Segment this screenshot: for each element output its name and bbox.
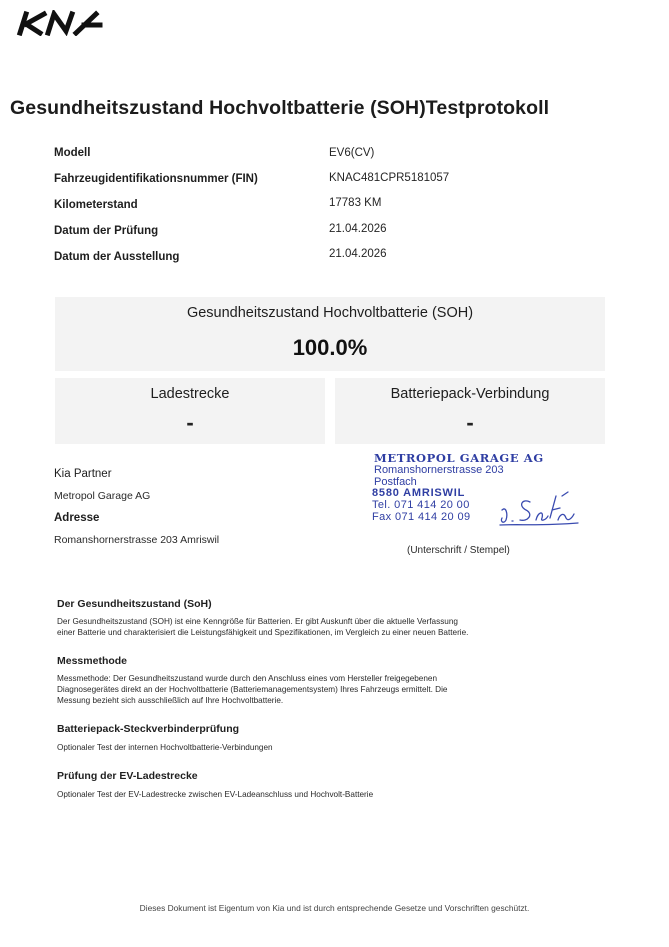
stamp-name: METROPOL GARAGE AG: [374, 451, 544, 465]
charging-path-value: -: [186, 410, 194, 435]
section-title-charging: Prüfung der EV-Ladestrecke: [57, 770, 198, 782]
info-label-vin: Fahrzeugidentifikationsnummer (FIN): [54, 173, 258, 185]
section-title-connector: Batteriepack-Steckverbinderprüfung: [57, 723, 240, 735]
soh-panel: [55, 297, 605, 371]
info-value-vin: KNAC481CPR5181057: [329, 172, 450, 184]
battery-connection-value: -: [466, 410, 474, 435]
partner-name: Metropol Garage AG: [54, 490, 151, 502]
section-title-soh: Der Gesundheitszustand (SoH): [57, 598, 212, 610]
stamp-tel: Tel. 071 414 20 00: [372, 499, 470, 511]
info-label-test-date: Datum der Prüfung: [54, 225, 159, 237]
charging-path-title: Ladestrecke: [150, 386, 230, 402]
battery-connection-title: Batteriepack-Verbindung: [390, 386, 550, 402]
info-value-model: EV6(CV): [329, 147, 375, 159]
partner-address: Romanshornerstrasse 203 Amriswil: [54, 534, 220, 546]
stamp-fax: Fax 071 414 20 09: [372, 511, 471, 523]
section-text-charging: Optionaler Test der EV-Ladestrecke zwischen EV-Ladeanschluss und Hochvolt-Batterie: [57, 790, 374, 799]
battery-connection-panel: [335, 378, 605, 444]
section-title-method: Messmethode: [57, 655, 128, 667]
footer-notice: Dieses Dokument ist Eigentum von Kia und ist durch entsprechende Gesetze und Vorschriften geschützt.: [139, 903, 530, 913]
info-value-test-date: 21.04.2026: [329, 223, 387, 235]
partner-label: Kia Partner: [54, 468, 112, 480]
info-value-mileage: 17783 KM: [329, 197, 382, 209]
info-label-mileage: Kilometerstand: [54, 199, 138, 211]
stamp-postbox: Postfach: [374, 476, 417, 488]
address-label: Adresse: [54, 512, 100, 524]
charging-path-panel: [55, 378, 325, 444]
soh-value: 100.0%: [292, 335, 368, 360]
stamp-city: 8580 AMRISWIL: [372, 487, 466, 499]
section-text-method: Messmethode: Der Gesundheitszustand wurde durch den Anschluss eines vom Hersteller freigegebenen Diagnosegerätes direkt an der Hochvoltbatterie (Batteriemanagementsystem) Ihres Fahrzeugs ermittelt. Die Messung bezieht sich ausschließlich auf Ihre Hochvoltbatterie.: [57, 674, 448, 705]
section-text-soh: Der Gesundheitszustand (SOH) ist eine Kenngröße für Batterien. Er gibt Auskunft über die aktuelle Verfassung einer Batterie und charakterisiert die Leistungsfähigkeit und Spezifikationen, im Vergleich zu einer neuen Batterie.: [57, 617, 469, 637]
stamp-street: Romanshornerstrasse 203: [374, 464, 504, 476]
document-title: Gesundheitszustand Hochvoltbatterie (SOH)Testprotokoll: [10, 97, 550, 119]
signature-caption: (Unterschrift / Stempel): [407, 545, 510, 556]
section-text-connector: Optionaler Test der internen Hochvoltbatterie-Verbindungen: [57, 743, 273, 752]
soh-label: Gesundheitszustand Hochvoltbatterie (SOH): [186, 305, 474, 321]
info-label-model: Modell: [54, 147, 91, 159]
kia-logo-icon: [14, 10, 104, 36]
handwritten-signature-icon: [498, 488, 583, 528]
info-value-issue-date: 21.04.2026: [329, 248, 387, 260]
info-label-issue-date: Datum der Ausstellung: [54, 251, 180, 263]
